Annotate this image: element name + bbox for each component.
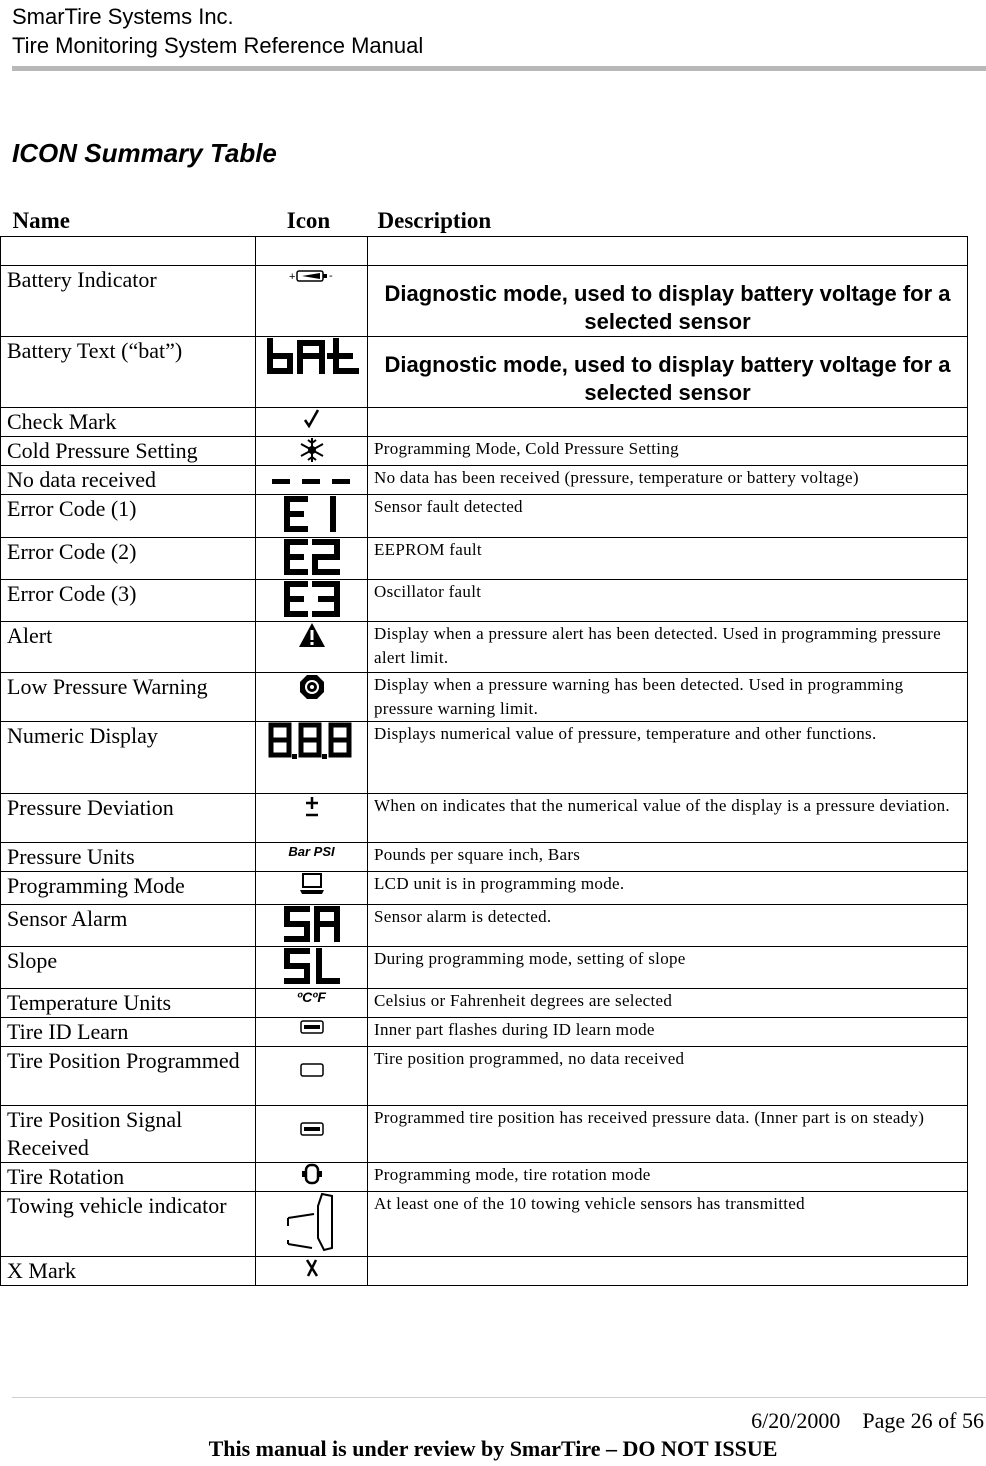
column-header-name: Name: [12, 208, 70, 233]
svg-text:-: -: [328, 270, 333, 282]
table-row: [1, 843, 968, 872]
icon-name: Towing vehicle indicator: [1, 1192, 256, 1257]
pressure-units-icon: Bar PSI: [288, 844, 335, 859]
manual-title: Tire Monitoring System Reference Manual: [12, 33, 424, 58]
icon-cell: [256, 794, 368, 843]
icon-description: [368, 408, 968, 437]
icon-name: Sensor Alarm: [1, 905, 256, 947]
table-row: [1, 1018, 968, 1047]
icon-cell: [256, 1106, 368, 1163]
icon-cell: [256, 905, 368, 947]
icon-description: Tire position programmed, no data received: [368, 1047, 968, 1106]
page-header: [12, 2, 423, 60]
icon-cell: [256, 1257, 368, 1286]
icon-description: Diagnostic mode, used to display battery voltage for a selected sensor: [368, 266, 968, 337]
icon-cell: [256, 1047, 368, 1106]
icon-name: Tire ID Learn: [1, 1018, 256, 1047]
icon-cell: [256, 872, 368, 905]
tire-id-learn-icon: [300, 1020, 324, 1034]
column-header-icon: Icon: [286, 208, 331, 233]
sensor-alarm-sa-icon: [281, 905, 343, 943]
error-code-1-icon: [281, 495, 343, 533]
table-row: [1, 794, 968, 843]
icon-description: Celsius or Fahrenheit degrees are selected: [368, 989, 968, 1018]
icon-cell: [256, 580, 368, 622]
snowflake-icon: [298, 437, 326, 463]
svg-text:+: +: [288, 271, 295, 283]
table-row: [1, 947, 968, 989]
icon-name: Error Code (3): [1, 580, 256, 622]
error-code-3-icon: [281, 580, 343, 618]
table-row: [1, 580, 968, 622]
icon-cell: [256, 989, 368, 1018]
icon-summary-table: [0, 206, 968, 1286]
icon-description: [368, 1257, 968, 1286]
header-rule: [12, 66, 986, 71]
table-row: [1, 337, 968, 408]
footer-date: 6/20/2000: [751, 1408, 841, 1433]
icon-description: Sensor fault detected: [368, 495, 968, 538]
table-row: [1, 989, 968, 1018]
table-row: [1, 673, 968, 722]
icon-cell: [256, 337, 368, 408]
icon-cell: [256, 237, 368, 266]
table-row: [1, 466, 968, 495]
icon-description: Programming mode, tire rotation mode: [368, 1163, 968, 1192]
icon-description: When on indicates that the numerical value of the display is a pressure deviation.: [368, 794, 968, 843]
table-row: [1, 1163, 968, 1192]
tire-rotation-icon: [301, 1163, 323, 1185]
table-row: [1, 237, 968, 266]
slope-sl-icon: [281, 947, 343, 985]
icon-cell: [256, 495, 368, 538]
icon-description: EEPROM fault: [368, 538, 968, 580]
battery-icon: [287, 266, 337, 286]
icon-name: Slope: [1, 947, 256, 989]
footer-page-number: Page 26 of 56: [862, 1408, 984, 1433]
icon-name: Check Mark: [1, 408, 256, 437]
icon-cell: [256, 437, 368, 466]
icon-cell: [256, 1018, 368, 1047]
table-row: [1, 722, 968, 794]
icon-description: Sensor alarm is detected.: [368, 905, 968, 947]
icon-cell: [256, 673, 368, 722]
icon-description: Display when a pressure warning has been detected. Used in programming pressure warning limit.: [368, 673, 968, 722]
numeric-display-icon: [267, 722, 357, 762]
icon-description: Pounds per square inch, Bars: [368, 843, 968, 872]
icon-cell: [256, 1163, 368, 1192]
icon-cell: [256, 622, 368, 673]
dashes-icon: [270, 466, 354, 486]
company-name: SmarTire Systems Inc.: [12, 4, 234, 29]
icon-name: Pressure Units: [1, 843, 256, 872]
bat-text-icon: [264, 337, 360, 377]
icon-description: LCD unit is in programming mode.: [368, 872, 968, 905]
table-row: [1, 905, 968, 947]
icon-name: Tire Position Programmed: [1, 1047, 256, 1106]
table-row: [1, 1192, 968, 1257]
icon-name: Tire Rotation: [1, 1163, 256, 1192]
icon-description: No data has been received (pressure, temperature or battery voltage): [368, 466, 968, 495]
icon-description: Programming Mode, Cold Pressure Setting: [368, 437, 968, 466]
table-row: [1, 538, 968, 580]
icon-name: Error Code (1): [1, 495, 256, 538]
icon-name: Numeric Display: [1, 722, 256, 794]
icon-name: Battery Text (“bat”): [1, 337, 256, 408]
icon-name: Battery Indicator: [1, 266, 256, 337]
footer-review-note: This manual is under review by SmarTire – DO NOT ISSUE: [208, 1436, 778, 1461]
tire-position-outline-icon: [300, 1063, 324, 1077]
icon-cell: [256, 266, 368, 337]
icon-name: Alert: [1, 622, 256, 673]
plus-minus-icon: [302, 794, 322, 820]
towing-vehicle-icon: [284, 1192, 340, 1252]
table-row: [1, 1047, 968, 1106]
icon-name: Pressure Deviation: [1, 794, 256, 843]
icon-cell: [256, 947, 368, 989]
icon-cell: [256, 1192, 368, 1257]
icon-description: At least one of the 10 towing vehicle sensors has transmitted: [368, 1192, 968, 1257]
icon-cell: [256, 408, 368, 437]
column-header-description: Description: [377, 208, 492, 233]
low-pressure-warning-icon: [298, 673, 326, 701]
tire-position-filled-icon: [300, 1122, 324, 1136]
icon-cell: [256, 843, 368, 872]
icon-name: X Mark: [1, 1257, 256, 1286]
footer-rule: [12, 1397, 986, 1398]
table-row: [1, 408, 968, 437]
table-row: [1, 266, 968, 337]
alert-triangle-icon: [298, 622, 326, 648]
icon-description: Displays numerical value of pressure, temperature and other functions.: [368, 722, 968, 794]
icon-name: Temperature Units: [1, 989, 256, 1018]
icon-description: Display when a pressure alert has been detected. Used in programming pressure alert limit.: [368, 622, 968, 673]
computer-icon: [298, 872, 326, 896]
table-row: [1, 437, 968, 466]
footer-date-page: [751, 1408, 984, 1434]
table-row: [1, 1106, 968, 1163]
icon-name: No data received: [1, 466, 256, 495]
table-row: [1, 1257, 968, 1286]
icon-description: [368, 237, 968, 266]
table-row: [1, 622, 968, 673]
icon-description: Oscillator fault: [368, 580, 968, 622]
icon-cell: [256, 538, 368, 580]
table-row: [1, 872, 968, 905]
check-mark-icon: [302, 408, 322, 430]
icon-name: [1, 237, 256, 266]
icon-description: Programmed tire position has received pressure data. (Inner part is on steady): [368, 1106, 968, 1163]
table-header-row: [1, 206, 968, 237]
icon-name: Programming Mode: [1, 872, 256, 905]
temperature-units-icon: ºCºF: [297, 989, 326, 1005]
icon-description: Diagnostic mode, used to display battery voltage for a selected sensor: [368, 337, 968, 408]
error-code-2-icon: [281, 538, 343, 576]
icon-description: Inner part flashes during ID learn mode: [368, 1018, 968, 1047]
icon-name: Tire Position Signal Received: [1, 1106, 256, 1163]
table-row: [1, 495, 968, 538]
icon-cell: [256, 466, 368, 495]
x-mark-icon: [304, 1257, 320, 1279]
icon-cell: [256, 722, 368, 794]
icon-name: Low Pressure Warning: [1, 673, 256, 722]
icon-name: Error Code (2): [1, 538, 256, 580]
page-title: ICON Summary Table: [12, 138, 277, 168]
icon-name: Cold Pressure Setting: [1, 437, 256, 466]
icon-description: During programming mode, setting of slope: [368, 947, 968, 989]
